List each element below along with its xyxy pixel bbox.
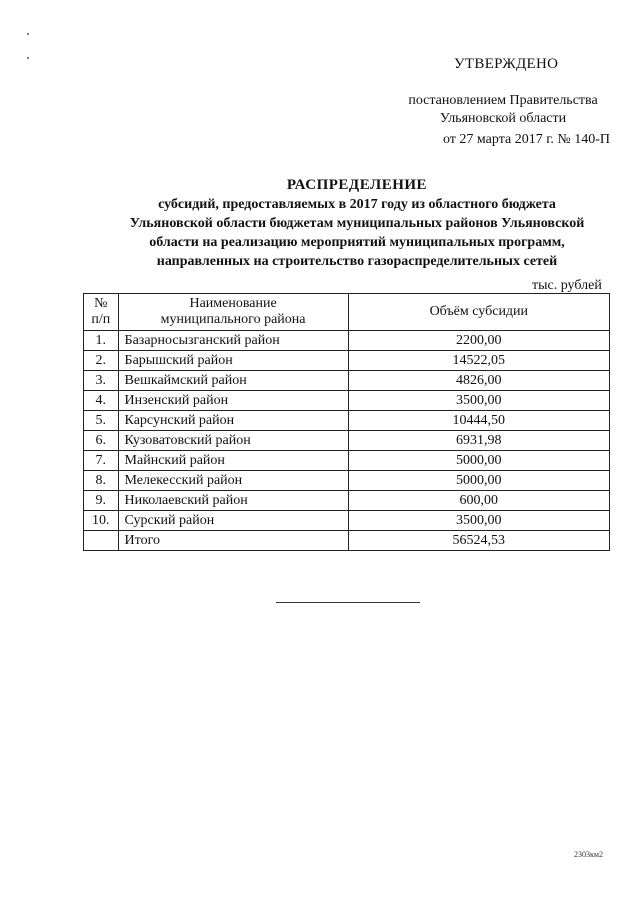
approval-line: постановлением Правительства	[408, 93, 598, 108]
row-number: 1.	[84, 331, 119, 351]
table-row	[84, 411, 610, 431]
row-district: Кузоватовский район	[118, 431, 348, 451]
table-header-row	[84, 294, 610, 331]
header-name-line: Наименование	[189, 296, 277, 311]
row-number: 9.	[84, 491, 119, 511]
scan-speck	[27, 57, 29, 59]
closing-divider	[276, 602, 420, 603]
units-label: тыс. рублей	[532, 278, 602, 293]
table-row	[84, 431, 610, 451]
row-number: 8.	[84, 471, 119, 491]
document-heading	[92, 176, 622, 271]
row-number: 2.	[84, 351, 119, 371]
row-district: Базарносызганский район	[118, 331, 348, 351]
row-number: 10.	[84, 511, 119, 531]
table-row	[84, 391, 610, 411]
row-number: 3.	[84, 371, 119, 391]
row-amount: 600,00	[348, 491, 609, 511]
row-amount: 6931,98	[348, 431, 609, 451]
row-district: Барышский район	[118, 351, 348, 371]
table-row	[84, 371, 610, 391]
table-row	[84, 471, 610, 491]
document-code: 2303км2	[574, 850, 603, 859]
row-amount: 2200,00	[348, 331, 609, 351]
approval-line: Ульяновской области	[439, 111, 567, 126]
header-name-line: муниципального района	[160, 312, 306, 327]
table-row	[84, 451, 610, 471]
row-district: Сурский район	[118, 511, 348, 531]
document-subtitle-line: субсидий, предоставляемых в 2017 году из областного бюджета	[158, 197, 556, 212]
scan-speck	[27, 33, 29, 35]
row-amount: 14522,05	[348, 351, 609, 371]
row-amount: 5000,00	[348, 451, 609, 471]
row-amount: 3500,00	[348, 511, 609, 531]
row-amount: 5000,00	[348, 471, 609, 491]
header-number-line: п/п	[91, 312, 111, 327]
approval-block	[396, 92, 610, 149]
row-number: 7.	[84, 451, 119, 471]
document-subtitle-line: направленных на строительство газораспределительных сетей	[156, 254, 558, 269]
row-district: Николаевский район	[118, 491, 348, 511]
decree-line: от 27 марта 2017 г. № 140-П	[442, 132, 610, 147]
approval-stamp-title: УТВЕРЖДЕНО	[454, 56, 559, 72]
header-district-name	[118, 294, 348, 331]
row-number: 5.	[84, 411, 119, 431]
document-subtitle-line: Ульяновской области бюджетам муниципальных районов Ульяновской	[129, 216, 585, 231]
row-amount: 10444,50	[348, 411, 609, 431]
row-district: Карсунский район	[118, 411, 348, 431]
row-district: Вешкаймский район	[118, 371, 348, 391]
row-district: Мелекесский район	[118, 471, 348, 491]
row-amount: 4826,00	[348, 371, 609, 391]
header-number	[84, 294, 119, 331]
header-subsidy-amount: Объём субсидии	[348, 294, 609, 331]
row-number: 4.	[84, 391, 119, 411]
row-district: Майнский район	[118, 451, 348, 471]
subsidy-table	[83, 293, 610, 551]
row-number: 6.	[84, 431, 119, 451]
table-row	[84, 351, 610, 371]
document-subtitle-line: области на реализацию мероприятий муниципальных программ,	[149, 235, 565, 250]
total-amount: 56524,53	[348, 531, 609, 551]
total-number-empty	[84, 531, 119, 551]
table-row	[84, 491, 610, 511]
row-amount: 3500,00	[348, 391, 609, 411]
table-row	[84, 331, 610, 351]
total-label: Итого	[118, 531, 348, 551]
header-number-line: №	[94, 296, 108, 311]
row-district: Инзенский район	[118, 391, 348, 411]
table-total-row	[84, 531, 610, 551]
table-row	[84, 511, 610, 531]
document-title: РАСПРЕДЕЛЕНИЕ	[286, 177, 428, 193]
